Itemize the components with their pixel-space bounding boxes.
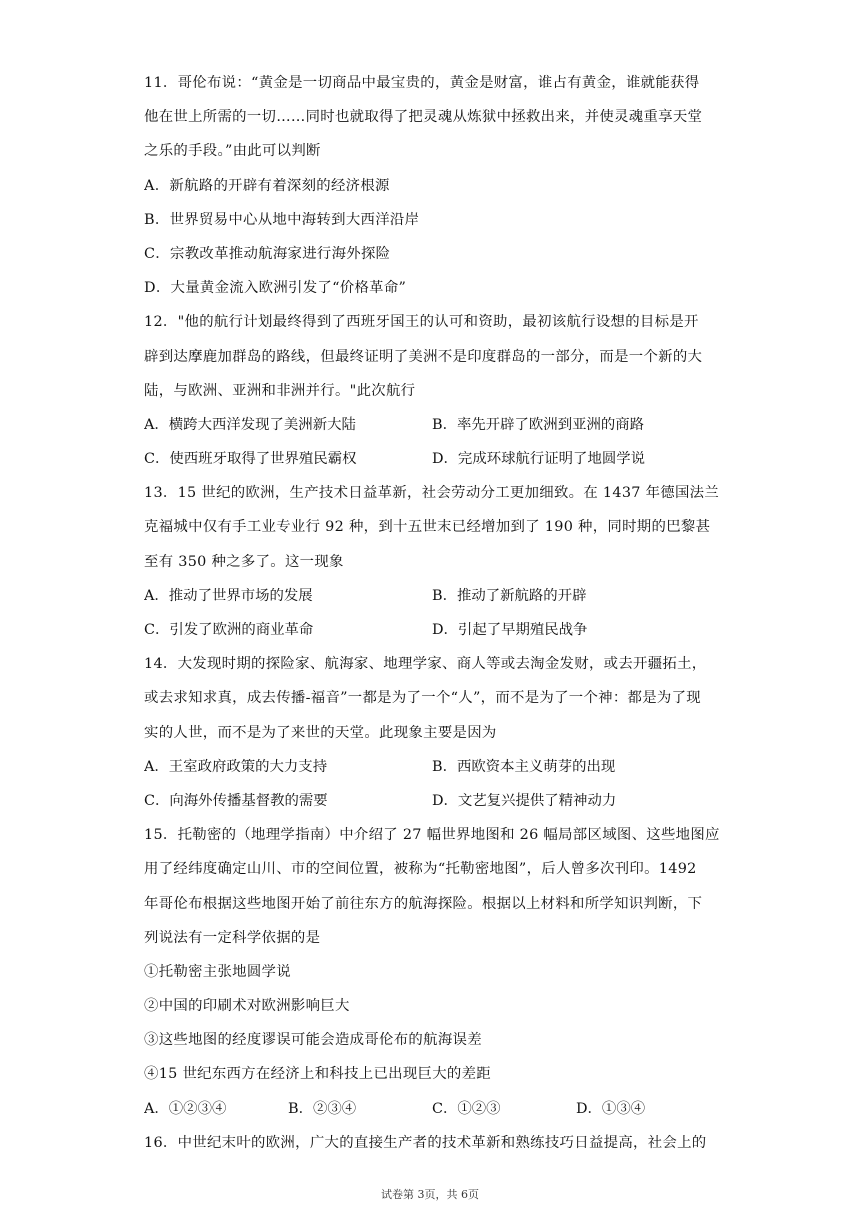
option-c: C．引发了欧洲的商业革命 — [144, 622, 314, 638]
question-11 — [144, 66, 720, 305]
option-d: D．文艺复兴提供了精神动力 — [432, 792, 617, 809]
question-stem-line: 13．15 世纪的欧洲，生产技术日益革新，社会劳动分工更加细致。在 1437 年德国法兰 — [144, 485, 720, 502]
question-stem-line: 辟到达摩鹿加群岛的路线，但最终证明了美洲不是印度群岛的一部分，而是一个新的大 — [144, 348, 703, 365]
options-row — [144, 784, 720, 818]
option-b: B．世界贸易中心从地中海转到大西洋沿岸 — [144, 211, 420, 228]
statement-2: ②中国的印刷术对欧洲影响巨大 — [144, 998, 350, 1015]
statement-4: ④15 世纪东西方在经济上和科技上已出现巨大的差距 — [144, 1066, 491, 1083]
option-d: D．完成环球航行证明了地圆学说 — [432, 451, 646, 468]
question-stem-line: 列说法有一定科学依据的是 — [144, 929, 321, 946]
question-stem-line: 之乐的手段。”由此可以判断 — [144, 143, 321, 160]
question-14 — [144, 647, 720, 818]
option-c: C．宗教改革推动航海家进行海外探险 — [144, 245, 391, 262]
exam-content — [144, 66, 720, 1160]
option-c: C．①②③ — [432, 1100, 501, 1117]
option-a: A．新航路的开辟有着深刻的经济根源 — [144, 177, 390, 194]
question-stem-line: 年哥伦布根据这些地图开始了前往东方的航海探险。根据以上材料和所学知识判断，下 — [144, 895, 703, 912]
option-b: B．②③④ — [288, 1100, 357, 1117]
question-stem-line: 用了经纬度确定山川、市的空间位置，被称为“托勒密地图”，后人曾多次刊印。1492 — [144, 861, 697, 878]
option-a: A．横跨大西洋发现了美洲新大陆 — [144, 416, 356, 433]
question-stem-line: 至有 350 种之多了。这一现象 — [144, 553, 344, 570]
option-a: A．推动了世界市场的发展 — [144, 587, 313, 604]
options-row — [144, 579, 720, 613]
question-stem-line: 16．中世纪末叶的欧洲，广大的直接生产者的技术革新和熟练技巧日益提高，社会上的 — [144, 1134, 707, 1151]
option-d: D．大量黄金流入欧洲引发了“价格革命” — [144, 280, 407, 297]
statement-3: ③这些地图的经度谬误可能会造成哥伦布的航海误差 — [144, 1032, 482, 1049]
option-c: C．使西班牙取得了世界殖民霸权 — [144, 451, 357, 468]
page-footer: 试卷第 3页，共 6页 — [381, 1188, 479, 1201]
question-stem-line: 12．"他的航行计划最终得到了西班牙国王的认可和资助，最初该航行设想的目标是开 — [144, 314, 699, 331]
option-b: B．率先开辟了欧洲到亚洲的商路 — [432, 416, 645, 433]
question-stem-line: 他在世上所需的一切……同时也就取得了把灵魂从炼狱中拯救出来，并使灵魂重享天堂 — [144, 109, 703, 126]
options-row — [144, 750, 720, 784]
option-b: B．推动了新航路的开辟 — [432, 587, 587, 604]
question-16 — [144, 1126, 720, 1160]
question-stem-line: 15．托勒密的（地理学指南）中介绍了 27 幅世界地图和 26 幅局部区域图、这些地图应 — [144, 827, 720, 844]
option-a: A．①②③④ — [144, 1100, 227, 1117]
options-row — [144, 1092, 720, 1126]
question-stem-line: 实的人世，而不是为了来世的天堂。此现象主要是因为 — [144, 724, 497, 741]
statement-1: ①托勒密主张地圆学说 — [144, 963, 291, 980]
question-stem-line: 11．哥伦布说：“黄金是一切商品中最宝贵的，黄金是财富，谁占有黄金，谁就能获得 — [144, 75, 700, 91]
question-stem-line: 陆，与欧洲、亚洲和非洲并行。"此次航行 — [144, 382, 416, 399]
question-stem-line: 克福城中仅有手工业专业行 92 种，到十五世末已经增加到了 190 种，同时期的巴黎甚 — [144, 519, 711, 536]
option-c: C．向海外传播基督教的需要 — [144, 792, 328, 809]
question-12 — [144, 305, 720, 476]
option-d: D．①③④ — [576, 1100, 646, 1117]
options-row — [144, 408, 720, 442]
question-stem-line: 或去求知求真，成去传播-福音”一都是为了一个“人”，而不是为了一个神：都是为了现 — [144, 690, 701, 707]
option-b: B．西欧资本主义萌芽的出现 — [432, 758, 616, 775]
option-d: D．引起了早期殖民战争 — [432, 622, 588, 638]
options-row — [144, 613, 720, 647]
question-stem-line: 14．大发现时期的探险家、航海家、地理学家、商人等或去淘金发财，或去开疆拓土， — [144, 656, 707, 673]
question-13 — [144, 476, 720, 647]
question-15 — [144, 818, 720, 1126]
options-row — [144, 442, 720, 476]
option-a: A．王室政府政策的大力支持 — [144, 758, 328, 775]
